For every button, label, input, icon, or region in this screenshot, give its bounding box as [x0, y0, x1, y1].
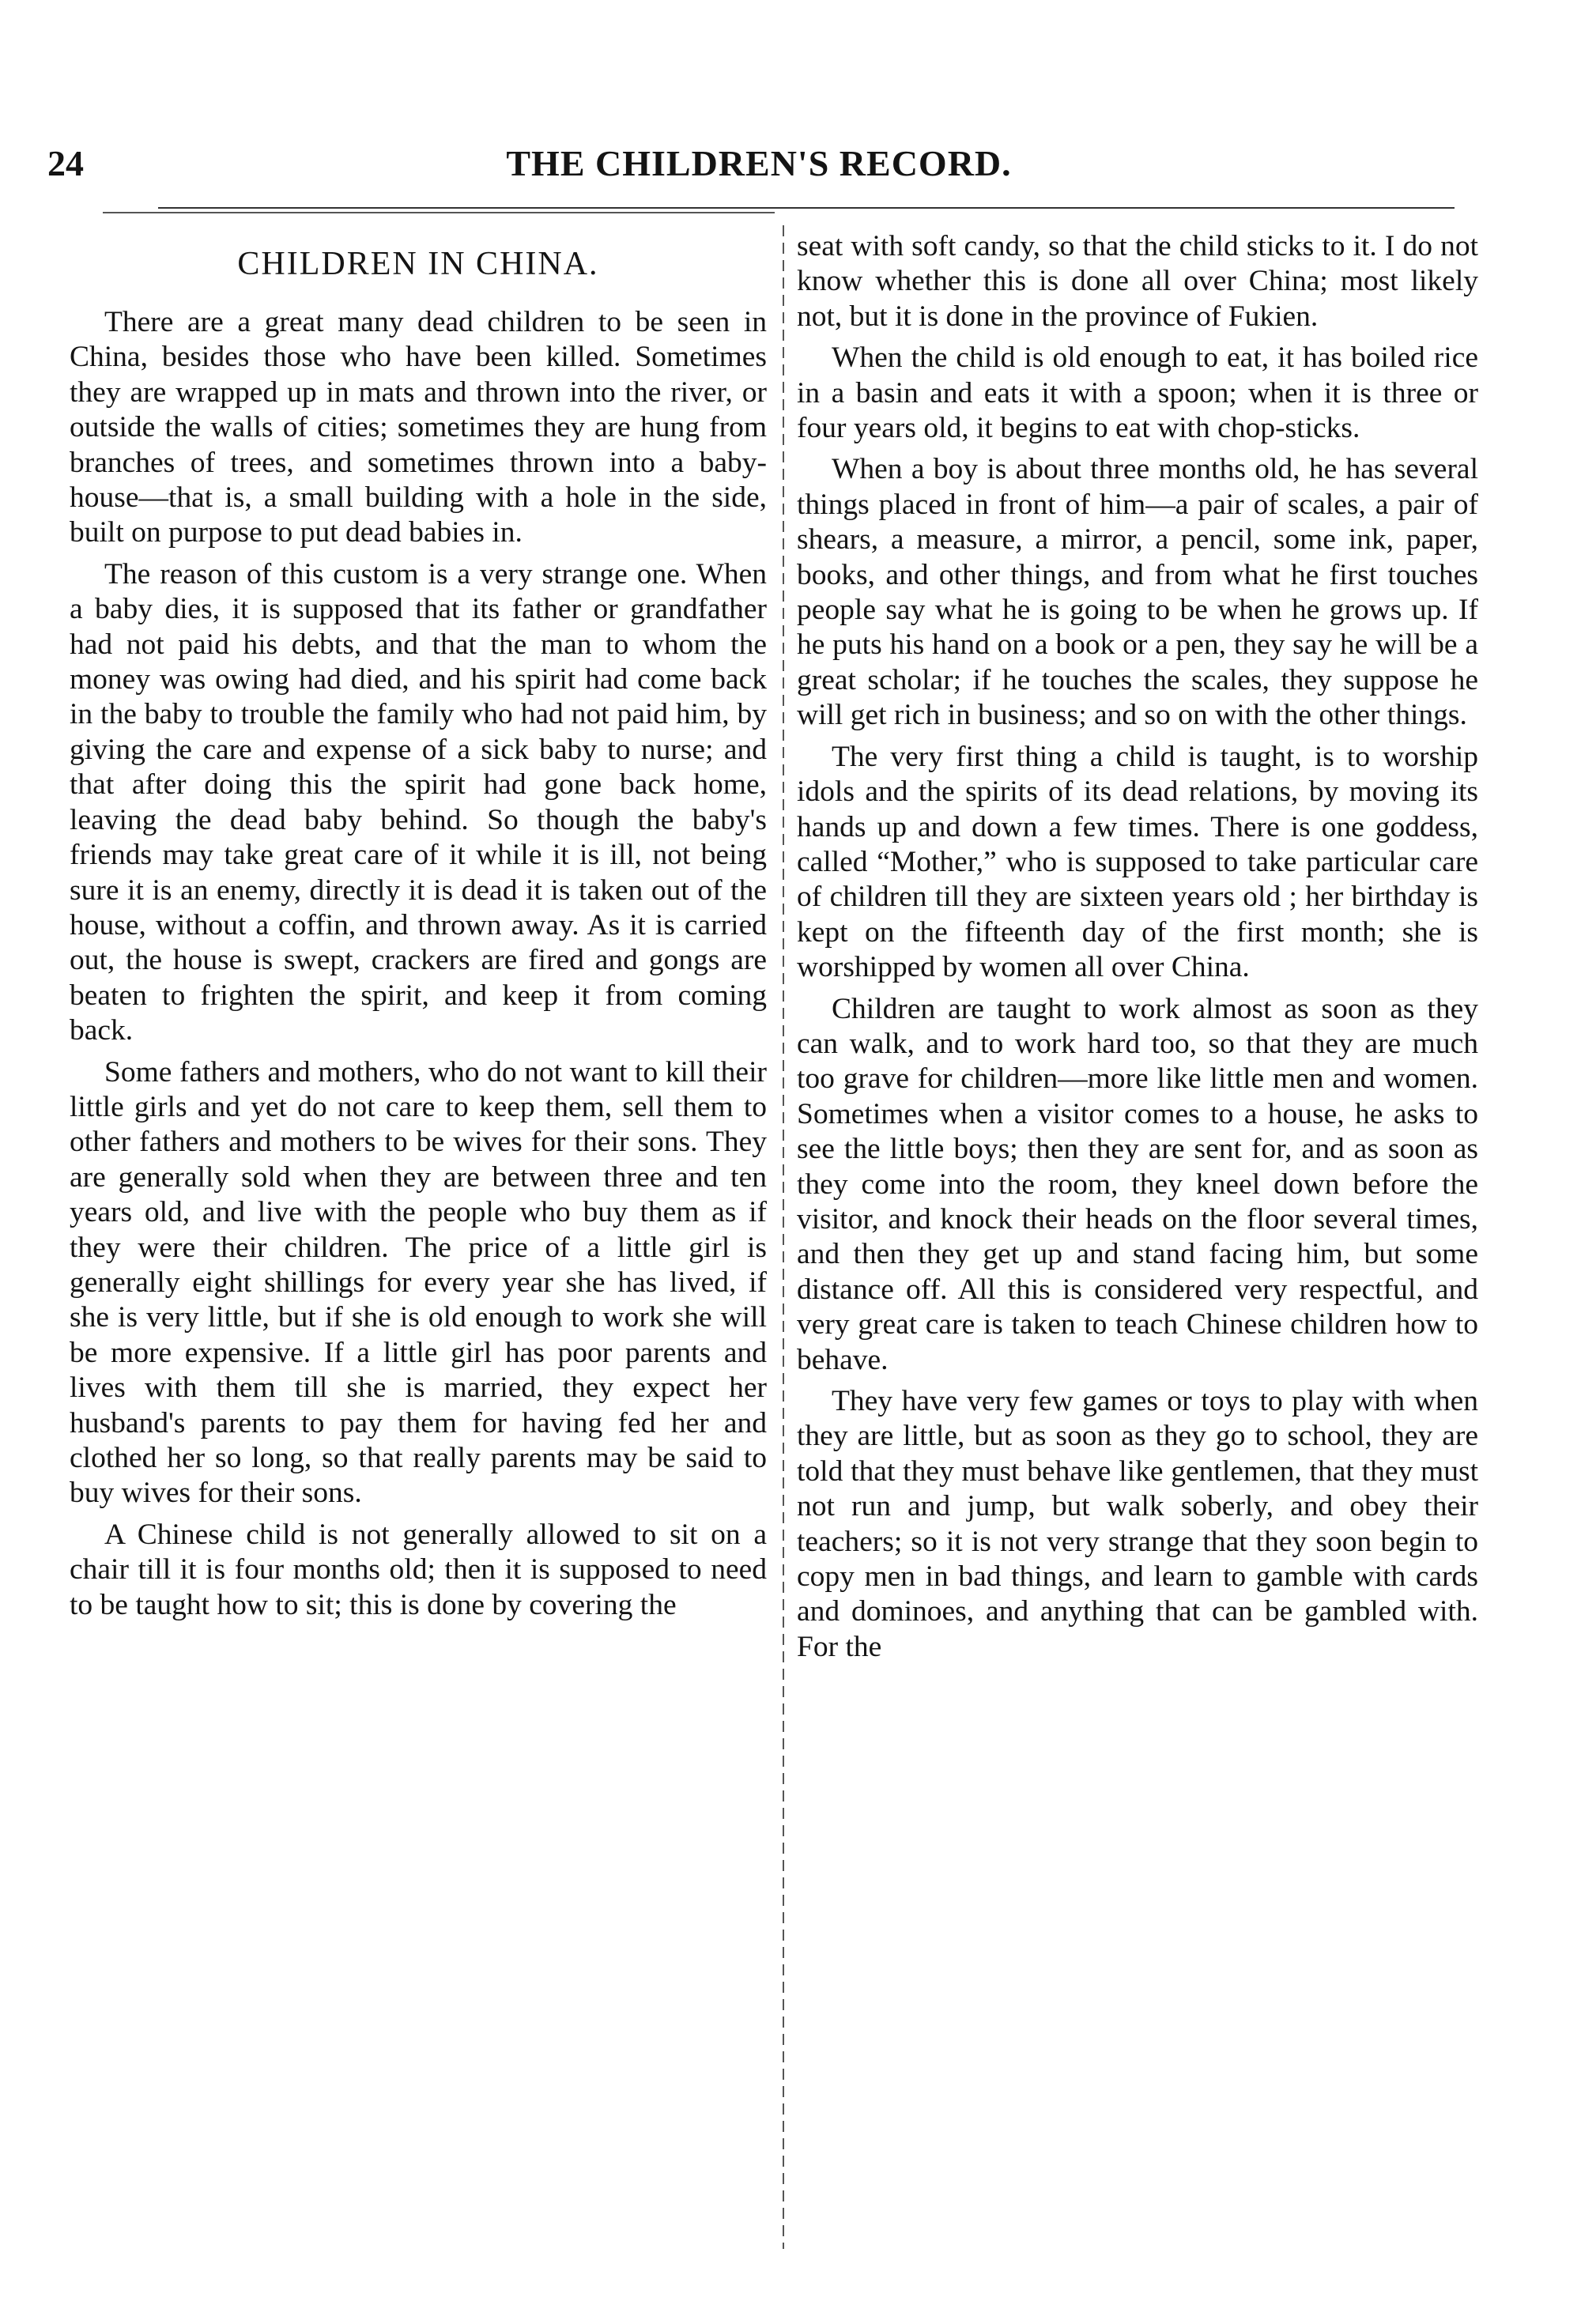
column-divider	[783, 225, 784, 2249]
paragraph: The reason of this custom is a very strange one. When a baby dies, it is supposed that its father or grandfather had not paid his debts, and that the man to whom the money was owing had died, and his spirit had come back in the baby to trouble the family who had not paid him, by giving the care and expense of a sick baby to nurse; and that after doing this the spirit had gone back home, leaving the dead baby behind. So though the baby's friends may take great care of it while it is ill, not being sure it is an enemy, directly it is dead it is taken out of the house, without a coffin, and thrown away. As it is carried out, the house is swept, crackers are fired and gongs are beaten to frighten the spirit, and keep it from coming back.	[70, 557, 767, 1047]
paragraph: When a boy is about three months old, he has several things placed in front of him—a pair of scales, a pair of shears, a measure, a mirror, a pencil, some ink, paper, books, and other things, and from what he first touches people say what he is going to be when he grows up. If he puts his hand on a book or a pen, they say he will be a great scholar; if he touches the scales, they suppose he will get rich in business; and so on with the other things.	[797, 453, 1478, 732]
paragraph: There are a great many dead children to be seen in China, besides those who have been killed. Sometimes they are wrapped up in mats and thrown into the river, or outside the walls of cities; sometimes they are hung from branches of trees, and sometimes thrown into a baby-house—that is, a small building with a hole in the side, built on purpose to put dead babies in.	[70, 306, 767, 549]
page-number: 24	[47, 143, 84, 183]
header-rule	[158, 207, 1455, 209]
paragraph: A Chinese child is not generally allowed to sit on a chair till it is four months old; then it is supposed to need to be taught how to sit; this is done by covering the	[70, 1518, 767, 1621]
paragraph: They have very few games or toys to play with when they are little, but as soon as they go to school, they are told that they must behave like gentlemen, that they must not run and jump, but walk soberly, and obey their teachers; so it is not very strange that they soon begin to copy men in bad things, and learn to gamble with cards and dominoes, and anything that can be gambled with. For the	[797, 1385, 1478, 1663]
running-title: THE CHILDREN'S RECORD.	[506, 143, 1012, 183]
left-column	[70, 229, 767, 1629]
article-title: CHILDREN IN CHINA.	[237, 246, 599, 282]
paragraph: Some fathers and mothers, who do not want to kill their little girls and yet do not care to keep them, sell them to other fathers and mothers to be wives for their sons. They are generally sold when they are between three and ten years old, and live with the people who buy them as if they were their children. The price of a little girl is generally eight shillings for every year she has lived, if she is very little, but if she is old enough to work she will be more expensive. If a little girl has poor parents and lives with them till she is married, they expect her husband's parents to pay them for having fed her and clothed her so long, so that really parents may be said to buy wives for their sons.	[70, 1055, 767, 1510]
right-column	[797, 229, 1478, 1671]
paragraph-continued: seat with soft candy, so that the child sticks to it. I do not know whether this is done all over China; most likely not, but it is done in the province of Fukien.	[797, 230, 1478, 333]
header-rule-short	[103, 212, 775, 213]
paragraph: When the child is old enough to eat, it has boiled rice in a basin and eats it with a spoon; when it is three or four years old, it begins to eat with chop-sticks.	[797, 341, 1478, 445]
paragraph: The very first thing a child is taught, is to worship idols and the spirits of its dead relations, by moving its hands up and down a few times. There is one goddess, called “Mother,” who is supposed to take particular care of children till they are sixteen years old ; her birthday is kept on the fifteenth day of the first month; she is worshipped by women all over China.	[797, 740, 1478, 984]
page-header	[47, 142, 1470, 198]
paragraph: Children are taught to work almost as soon as they can walk, and to work hard too, so that they are much too grave for children—more like little men and women. Sometimes when a visitor comes to a house, he asks to see the little boys; then they are sent for, and as soon as they come into the room, they kneel down before the visitor, and knock their heads on the floor several times, and then they get up and stand facing him, but some distance off. All this is considered very respectful, and very great care is taken to teach Chinese children how to behave.	[797, 992, 1478, 1376]
